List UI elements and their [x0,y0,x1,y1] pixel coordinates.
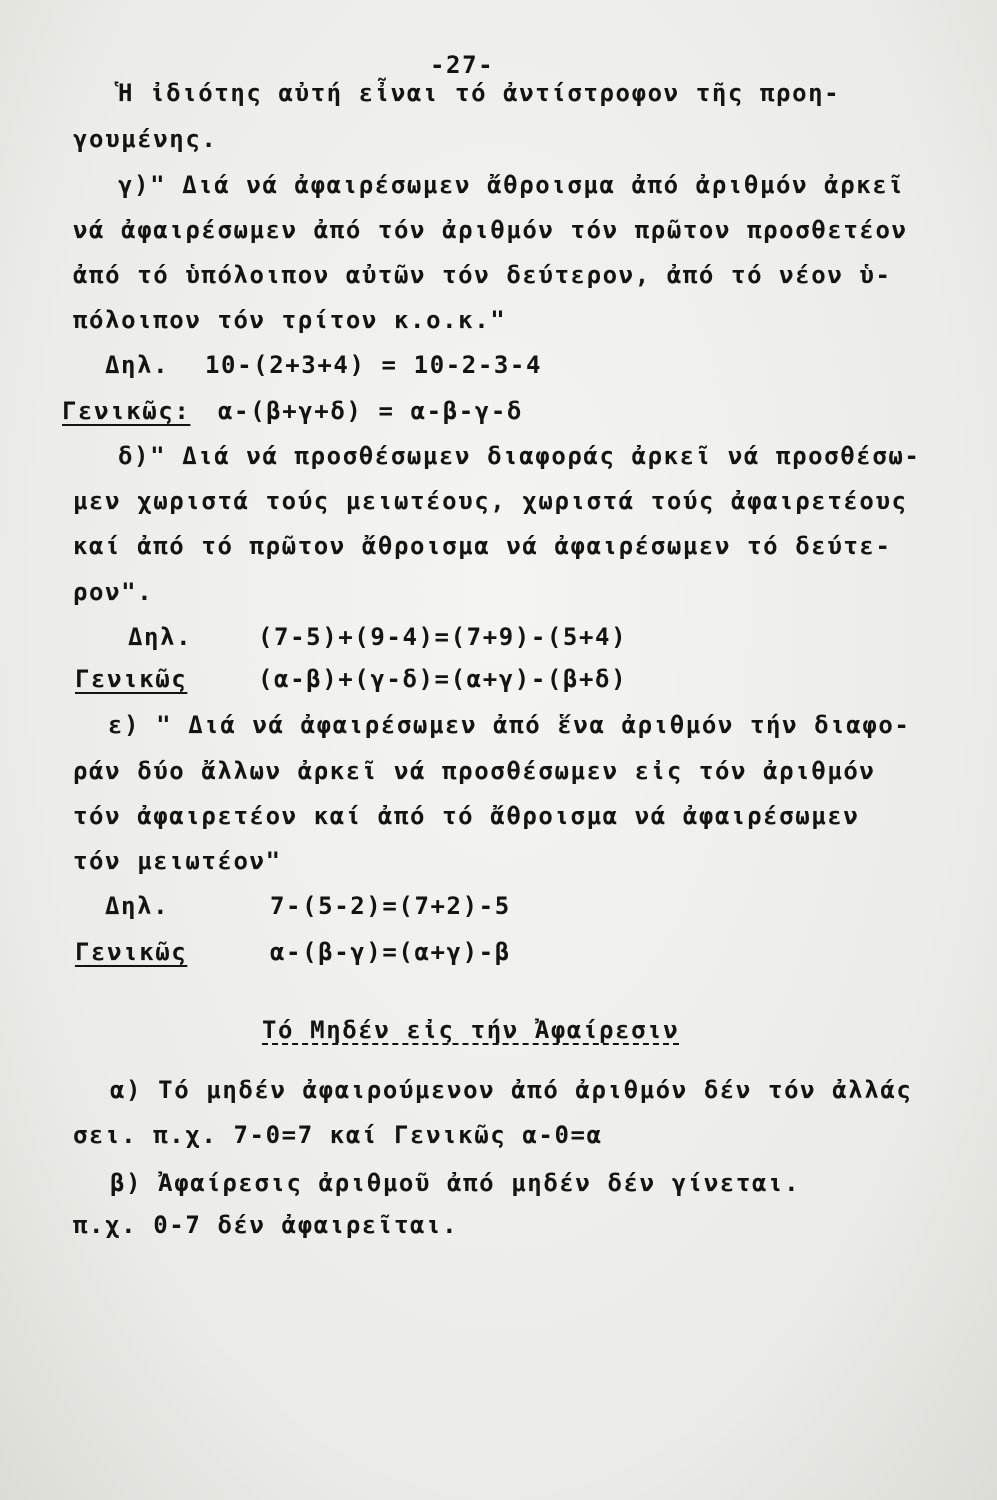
section-heading: Τό Μηδέν εἰς τήν Ἀφαίρεσιν [262,1016,680,1044]
example-label: Γενικῶς [75,665,188,693]
text-line: Ἡ ἰδιότης αὐτή εἶναι τό ἀντίστροφον τῆς προη- [118,79,841,107]
text-line: σει. π.χ. 7-0=7 καί Γενικῶς α-0=α [73,1121,603,1149]
text-line: τόν μειωτέον" [73,847,282,875]
example-label: Δηλ. [128,623,193,651]
text-line: δ)" Διά νά προσθέσωμεν διαφοράς ἀρκεῖ νά προσθέσω- [118,442,921,470]
text-line: γ)" Διά νά ἀφαιρέσωμεν ἄθροισμα ἀπό ἀριθμόν ἀρκεῖ [118,171,905,199]
text-line: ρον". [73,578,154,606]
example-expression: (α-β)+(γ-δ)=(α+γ)-(β+δ) [258,665,628,693]
text-line: π.χ. 0-7 δέν ἀφαιρεῖται. [73,1211,459,1239]
example-expression: 10-(2+3+4) = 10-2-3-4 [205,351,543,379]
text-line: μεν χωριστά τούς μειωτέους, χωριστά τούς ἀφαιρετέους [73,487,908,515]
text-line: πόλοιπον τόν τρίτον κ.ο.κ." [73,306,507,334]
page-number: -27- [430,51,495,79]
text-line: ράν δύο ἄλλων ἀρκεῖ νά προσθέσωμεν εἰς τόν ἀριθμόν [73,757,876,785]
text-line: ἀπό τό ὑπόλοιπον αὐτῶν τόν δεύτερον, ἀπό τό νέον ὑ- [73,261,892,289]
example-expression: α-(β+γ+δ) = α-β-γ-δ [218,397,523,425]
example-expression: α-(β-γ)=(α+γ)-β [270,938,511,966]
example-expression: (7-5)+(9-4)=(7+9)-(5+4) [258,623,628,651]
example-label: Δηλ. [105,892,170,920]
text-line: β) Ἀφαίρεσις ἀριθμοῦ ἀπό μηδέν δέν γίνεται. [110,1169,801,1197]
text-line: τόν ἀφαιρετέον καί ἀπό τό ἄθροισμα νά ἀφαιρέσωμεν [73,802,860,830]
example-expression: 7-(5-2)=(7+2)-5 [270,892,511,920]
text-line: νά ἀφαιρέσωμεν ἀπό τόν ἀριθμόν τόν πρῶτον προσθετέον [73,216,908,244]
example-label: Δηλ. [105,351,170,379]
text-line: γουμένης. [73,125,218,153]
example-label: Γενικῶς [75,938,188,966]
text-line: α) Τό μηδέν ἀφαιρούμενον ἀπό ἀριθμόν δέν τόν ἀλλάς [110,1076,913,1104]
text-line: ε) " Διά νά ἀφαιρέσωμεν ἀπό ἕνα ἀριθμόν τήν διαφο- [108,711,911,739]
text-line: καί ἀπό τό πρῶτον ἄθροισμα νά ἀφαιρέσωμεν τό δεύτε- [73,532,892,560]
example-label: Γενικῶς: [62,397,191,425]
